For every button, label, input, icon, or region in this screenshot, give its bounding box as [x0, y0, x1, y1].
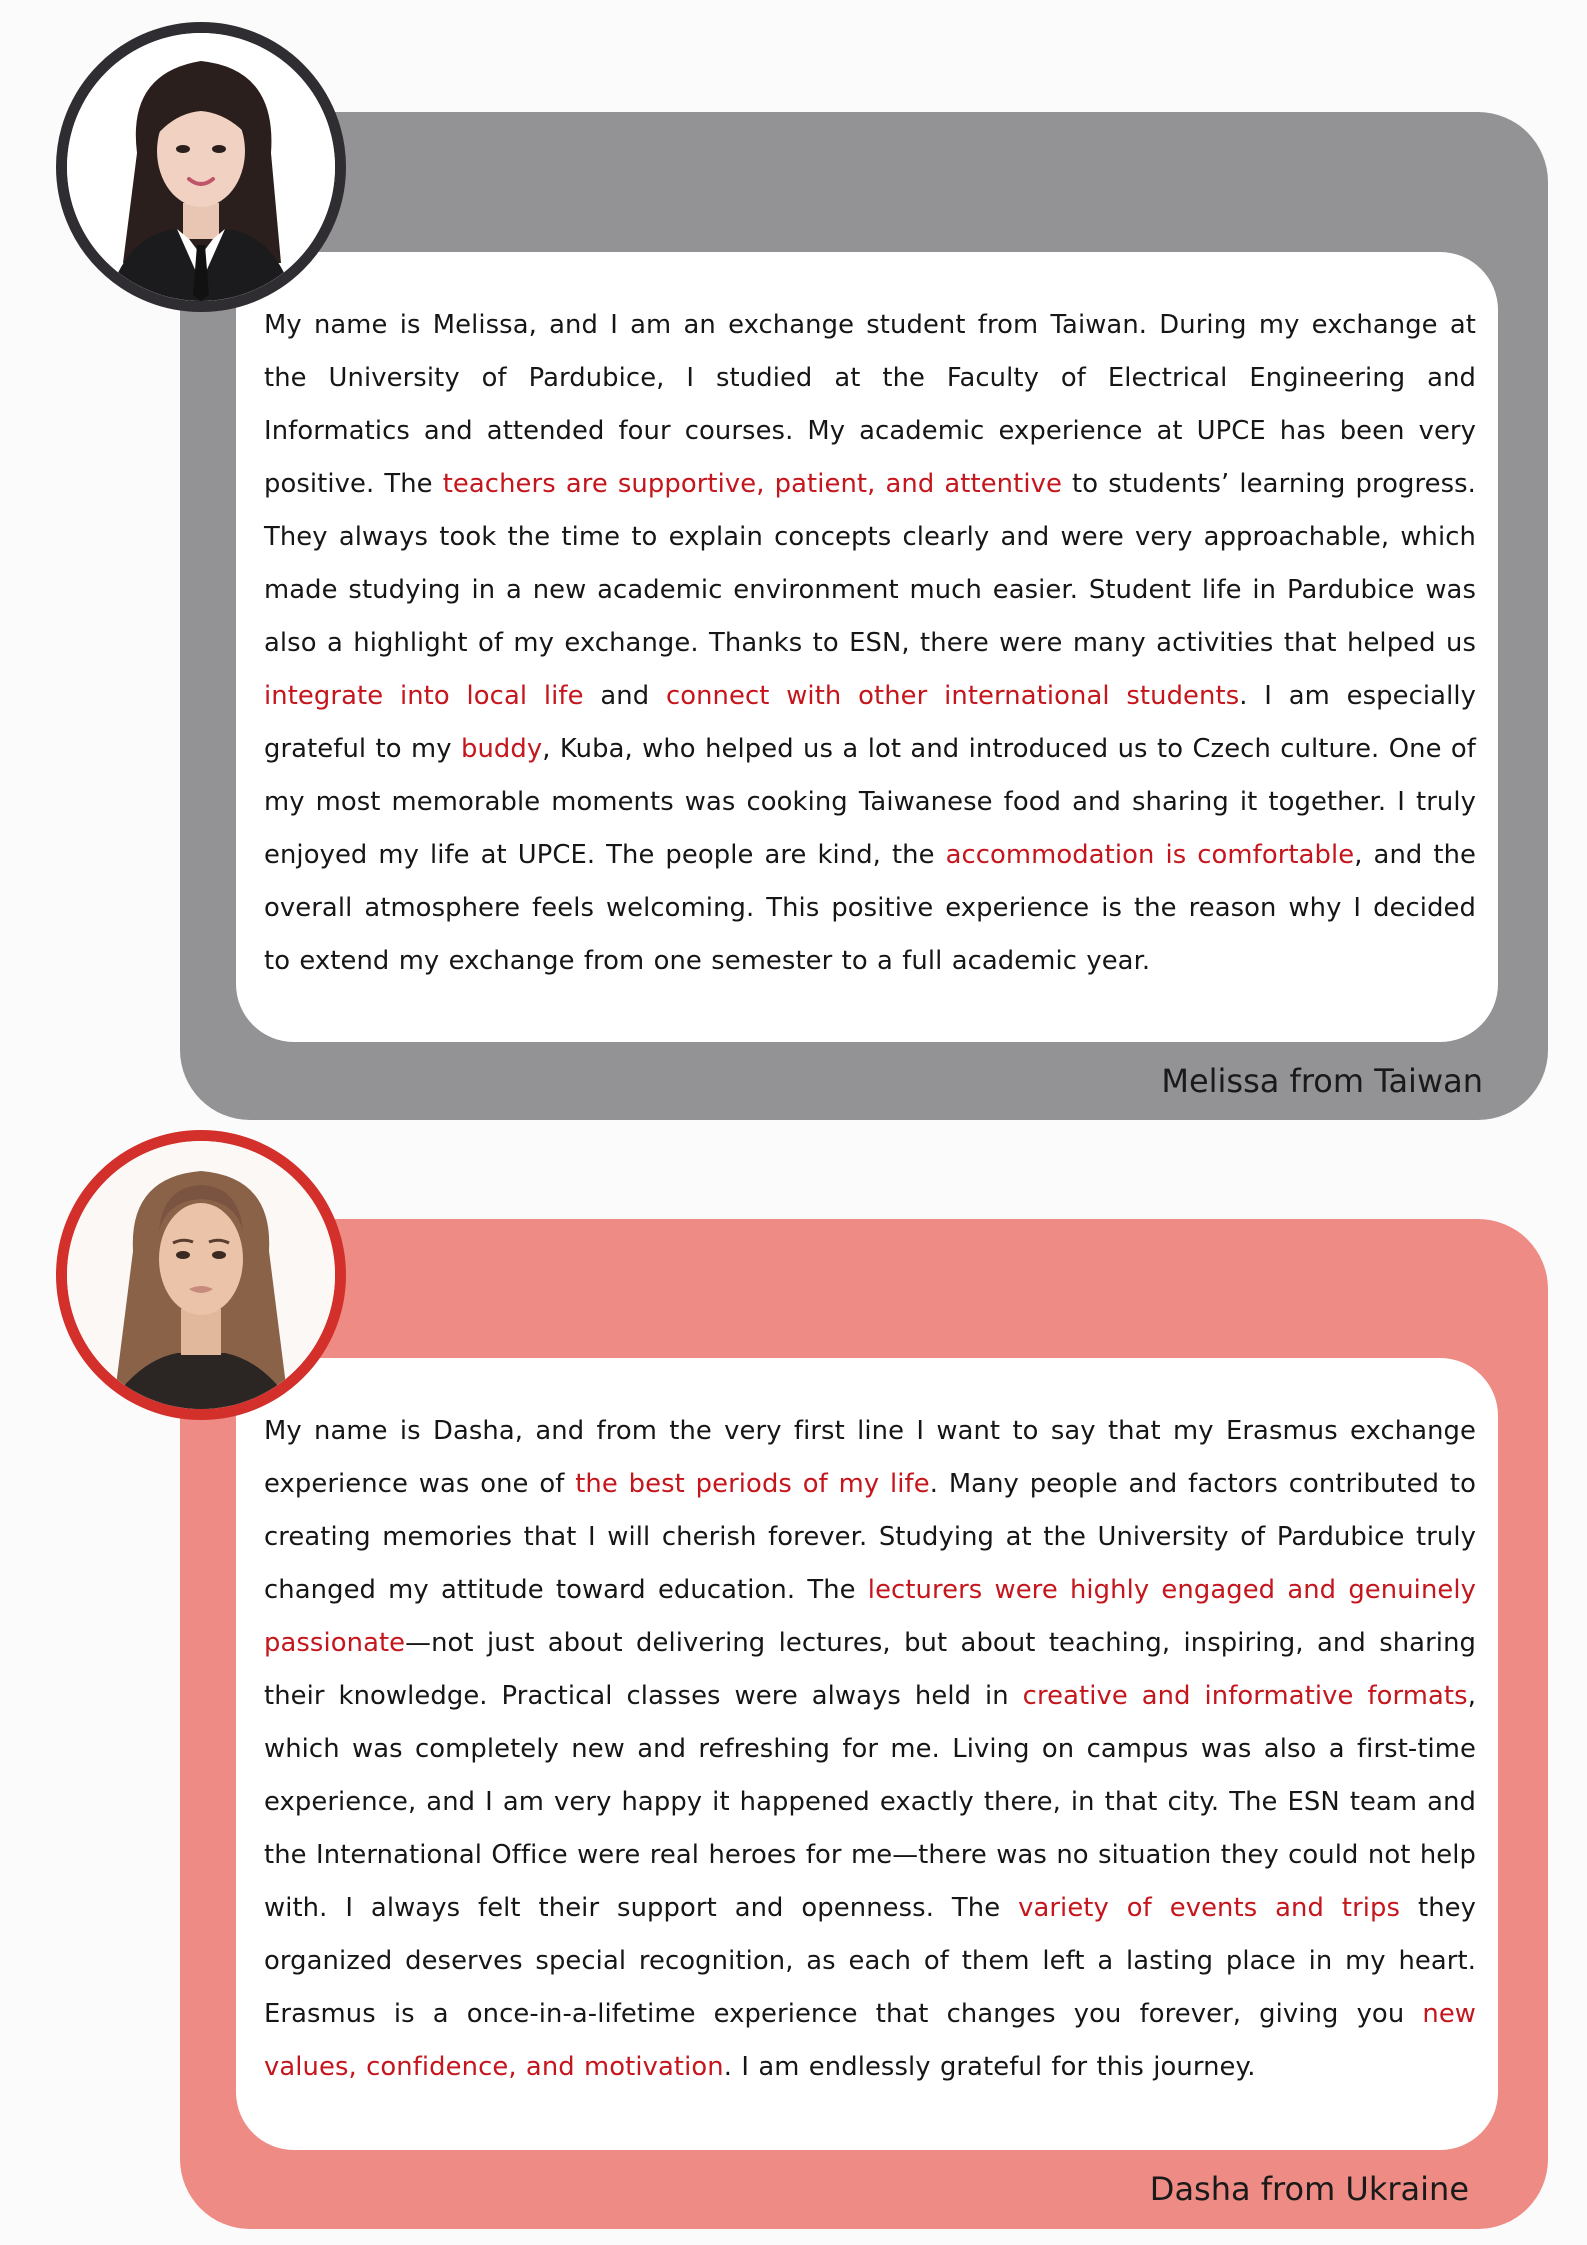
testimonial-text-dasha	[264, 1405, 1476, 2094]
text-segment: —not just about delivering lectures, but about teaching, inspiring, and sharing their knowledge. Practical classes were always held in	[264, 1628, 1476, 1711]
text-segment: My name is Melissa, and I am an exchange student from Taiwan. During my exchange at the University of Pardubice, I studied at the Faculty of Electrical Engineering and Informatics and attended four courses. My academic experience at UPCE has been very positive. The	[264, 310, 1476, 499]
portrait-photo	[67, 1141, 335, 1409]
highlighted-phrase: lecturers were highly engaged and genuinely passionate	[264, 1575, 1476, 1658]
portrait-photo	[67, 33, 335, 301]
signature-dasha: Dasha from Ukraine	[1149, 2170, 1469, 2208]
text-segment: to students’ learning progress. They always took the time to explain concepts clearly and were very approachable, which made studying in a new academic environment much easier. Student life in Pardubice was also a highlight of my exchange. Thanks to ESN, there were many activities that helped us	[264, 469, 1476, 658]
text-segment: , and the overall atmosphere feels welcoming. This positive experience is the reason why I decided to extend my exchange from one semester to a full academic year.	[264, 840, 1477, 976]
text-segment: , which was completely new and refreshing for me. Living on campus was also a first-time experience, and I am very happy it happened exactly there, in that city. The ESN team and the International Office were real heroes for me—there was no situation they could not help with. I always felt their support and openness. The	[264, 1681, 1476, 1923]
text-segment: . I am especially grateful to my	[264, 681, 1476, 764]
highlighted-phrase: creative and informative formats	[1022, 1681, 1468, 1711]
text-segment: . I am endlessly grateful for this journey.	[723, 2052, 1256, 2082]
text-segment: they organized deserves special recognition, as each of them left a lasting place in my heart. Erasmus is a once-in-a-lifetime experience that changes you forever, giving you	[264, 1893, 1476, 2029]
highlighted-phrase: variety of events and trips	[1018, 1893, 1401, 1923]
text-segment: My name is Dasha, and from the very first line I want to say that my Erasmus exchange experience was one of	[264, 1416, 1476, 1499]
highlighted-phrase: connect with other international students	[665, 681, 1240, 711]
testimonial-text-melissa	[264, 299, 1476, 988]
highlighted-phrase: teachers are supportive, patient, and attentive	[442, 469, 1062, 499]
highlighted-phrase: the best periods of my life	[575, 1469, 930, 1499]
text-segment: . Many people and factors contributed to creating memories that I will cherish forever. Studying at the University of Pardubice truly changed my attitude toward education. The	[264, 1469, 1476, 1605]
avatar-dasha	[56, 1130, 346, 1420]
highlighted-phrase: new values, confidence, and motivation	[264, 1999, 1476, 2082]
highlighted-phrase: buddy	[461, 734, 543, 764]
text-segment: , Kuba, who helped us a lot and introduced us to Czech culture. One of my most memorable moments was cooking Taiwanese food and sharing it together. I truly enjoyed my life at UPCE. The people are kind, the	[264, 734, 1476, 870]
testimonial-text-box	[236, 252, 1498, 1042]
highlighted-phrase: integrate into local life	[264, 681, 584, 711]
testimonial-text-box	[236, 1358, 1498, 2150]
signature-melissa: Melissa from Taiwan	[1161, 1062, 1483, 1100]
text-segment: and	[583, 681, 666, 711]
highlighted-phrase: accommodation is comfortable	[945, 840, 1355, 870]
avatar-melissa	[56, 22, 346, 312]
